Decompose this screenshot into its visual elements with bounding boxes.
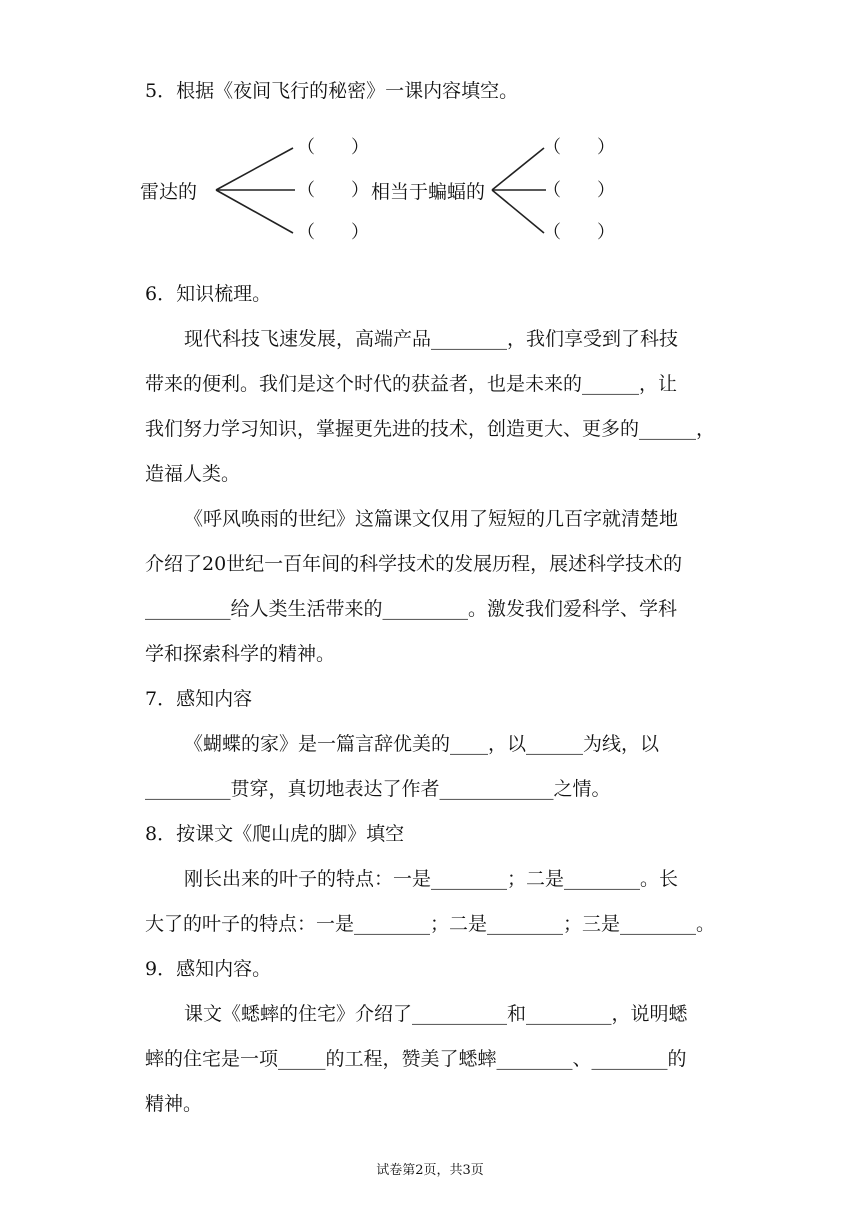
q6-line-7: _________给人类生活带来的_________。激发我们爱科学、学科 — [145, 598, 678, 620]
blank-right-1: （ ） — [543, 137, 615, 158]
q5-title: 5．根据《夜间飞行的秘密》一课内容填空。 — [145, 80, 519, 102]
q6-title: 6．知识梳理。 — [145, 283, 272, 305]
page-footer: 试卷第2页，共3页 — [376, 1163, 484, 1178]
blank-right-3: （ ） — [543, 222, 615, 243]
q9-line-1: 课文《蟋蟀的住宅》介绍了__________和_________，说明蟋 — [184, 1003, 688, 1025]
q7-line-1: 《蝴蝶的家》是一篇言辞优美的____，以______为线，以 — [184, 733, 660, 755]
q5-diagram — [140, 128, 640, 253]
blank-left-2: （ ） — [297, 180, 369, 201]
diagram-middle-label: 相当于蝙蝠的 — [371, 181, 486, 203]
left-branch-lines — [216, 148, 295, 233]
q6-line-2: 带来的便利。我们是这个时代的获益者，也是未来的______，让 — [145, 373, 678, 395]
blank-right-2: （ ） — [543, 180, 615, 201]
right-branch-lines — [492, 148, 546, 233]
q8-line-2: 大了的叶子的特点：一是________；二是________；三是________。 — [145, 913, 716, 935]
q9-line-2: 蟀的住宅是一项_____的工程，赞美了蟋蟀________、________的 — [145, 1048, 687, 1070]
q6-line-6: 介绍了20世纪一百年间的科学技术的发展历程，展述科学技术的 — [145, 553, 683, 575]
q6-line-4: 造福人类。 — [145, 463, 241, 485]
q9-line-3: 精神。 — [145, 1093, 203, 1115]
diagram-left-label: 雷达的 — [140, 181, 198, 203]
q6-line-8: 学和探索科学的精神。 — [145, 643, 336, 665]
blank-left-3: （ ） — [297, 222, 369, 243]
q8-line-1: 刚长出来的叶子的特点：一是________；二是________。长 — [184, 868, 679, 890]
blank-left-1: （ ） — [297, 137, 369, 158]
q8-title: 8．按课文《爬山虎的脚》填空 — [145, 823, 405, 845]
q6-line-3: 我们努力学习知识，掌握更先进的技术，创造更大、更多的______， — [145, 418, 716, 440]
q9-title: 9．感知内容。 — [145, 958, 272, 980]
q6-line-5: 《呼风唤雨的世纪》这篇课文仅用了短短的几百字就清楚地 — [184, 508, 679, 530]
q7-line-2: _________贯穿，真切地表达了作者____________之情。 — [145, 778, 611, 800]
q7-title: 7．感知内容 — [145, 688, 253, 710]
q6-line-1: 现代科技飞速发展，高端产品________，我们享受到了科技 — [184, 328, 679, 350]
